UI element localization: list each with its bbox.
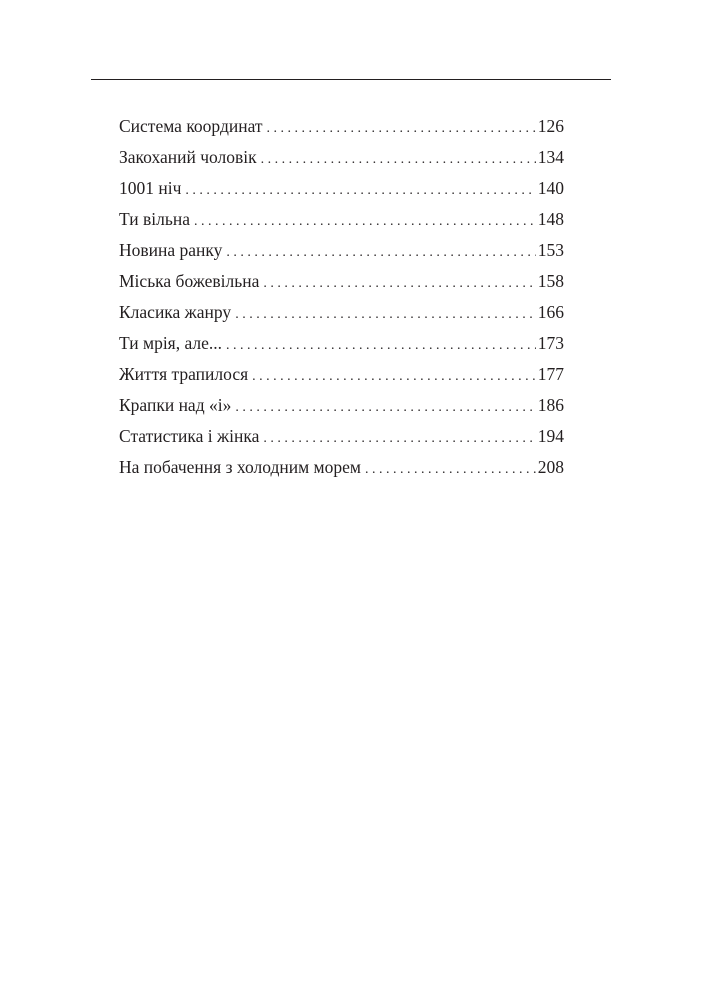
dot-leader (263, 268, 535, 299)
dot-leader (235, 299, 536, 330)
toc-entry-page: 158 (537, 271, 564, 291)
dot-leader (267, 113, 536, 144)
toc-entry[interactable] (119, 204, 564, 235)
toc-entry-title: Крапки над «і» (119, 395, 232, 415)
table-of-contents (119, 111, 564, 483)
toc-entry-page: 153 (537, 240, 564, 260)
toc-entry[interactable] (119, 235, 564, 266)
toc-entry-title: Класика жанру (119, 302, 232, 322)
dot-leader (194, 206, 536, 237)
toc-entry-page: 186 (537, 395, 564, 415)
dot-leader (365, 454, 536, 485)
toc-entry[interactable] (119, 328, 564, 359)
toc-entry-page: 166 (537, 302, 564, 322)
header-rule (91, 79, 611, 80)
toc-entry[interactable] (119, 142, 564, 173)
toc-entry[interactable] (119, 452, 564, 483)
dot-leader (185, 175, 535, 206)
toc-entry-page: 126 (537, 116, 564, 136)
dot-leader (261, 144, 536, 175)
toc-entry[interactable] (119, 421, 564, 452)
toc-entry[interactable] (119, 359, 564, 390)
toc-entry-title: На побачення з холодним морем (119, 457, 361, 477)
toc-entry[interactable] (119, 297, 564, 328)
toc-entry-title: Ти вільна (119, 209, 190, 229)
dot-leader (252, 361, 536, 392)
toc-entry-title: Міська божевільна (119, 271, 260, 291)
toc-entry[interactable] (119, 390, 564, 421)
toc-entry-title: Життя трапилося (119, 364, 249, 384)
toc-entry[interactable] (119, 266, 564, 297)
toc-entry-page: 140 (537, 178, 564, 198)
toc-entry-page: 134 (537, 147, 564, 167)
toc-entry-page: 173 (537, 333, 564, 353)
toc-entry-title: Ти мрія, але... (119, 333, 223, 353)
dot-leader (235, 392, 535, 423)
toc-entry-title: 1001 ніч (119, 178, 182, 198)
toc-entry[interactable] (119, 173, 564, 204)
toc-entry-page: 194 (537, 426, 564, 446)
toc-entry[interactable] (119, 111, 564, 142)
toc-entry-title: Закоханий чоловік (119, 147, 257, 167)
toc-entry-title: Новина ранку (119, 240, 223, 260)
dot-leader (226, 237, 535, 268)
dot-leader (263, 423, 535, 454)
dot-leader (226, 330, 536, 361)
toc-entry-title: Статистика і жінка (119, 426, 260, 446)
toc-entry-title: Система координат (119, 116, 263, 136)
toc-entry-page: 177 (537, 364, 564, 384)
toc-entry-page: 208 (537, 457, 564, 477)
toc-entry-page: 148 (537, 209, 564, 229)
